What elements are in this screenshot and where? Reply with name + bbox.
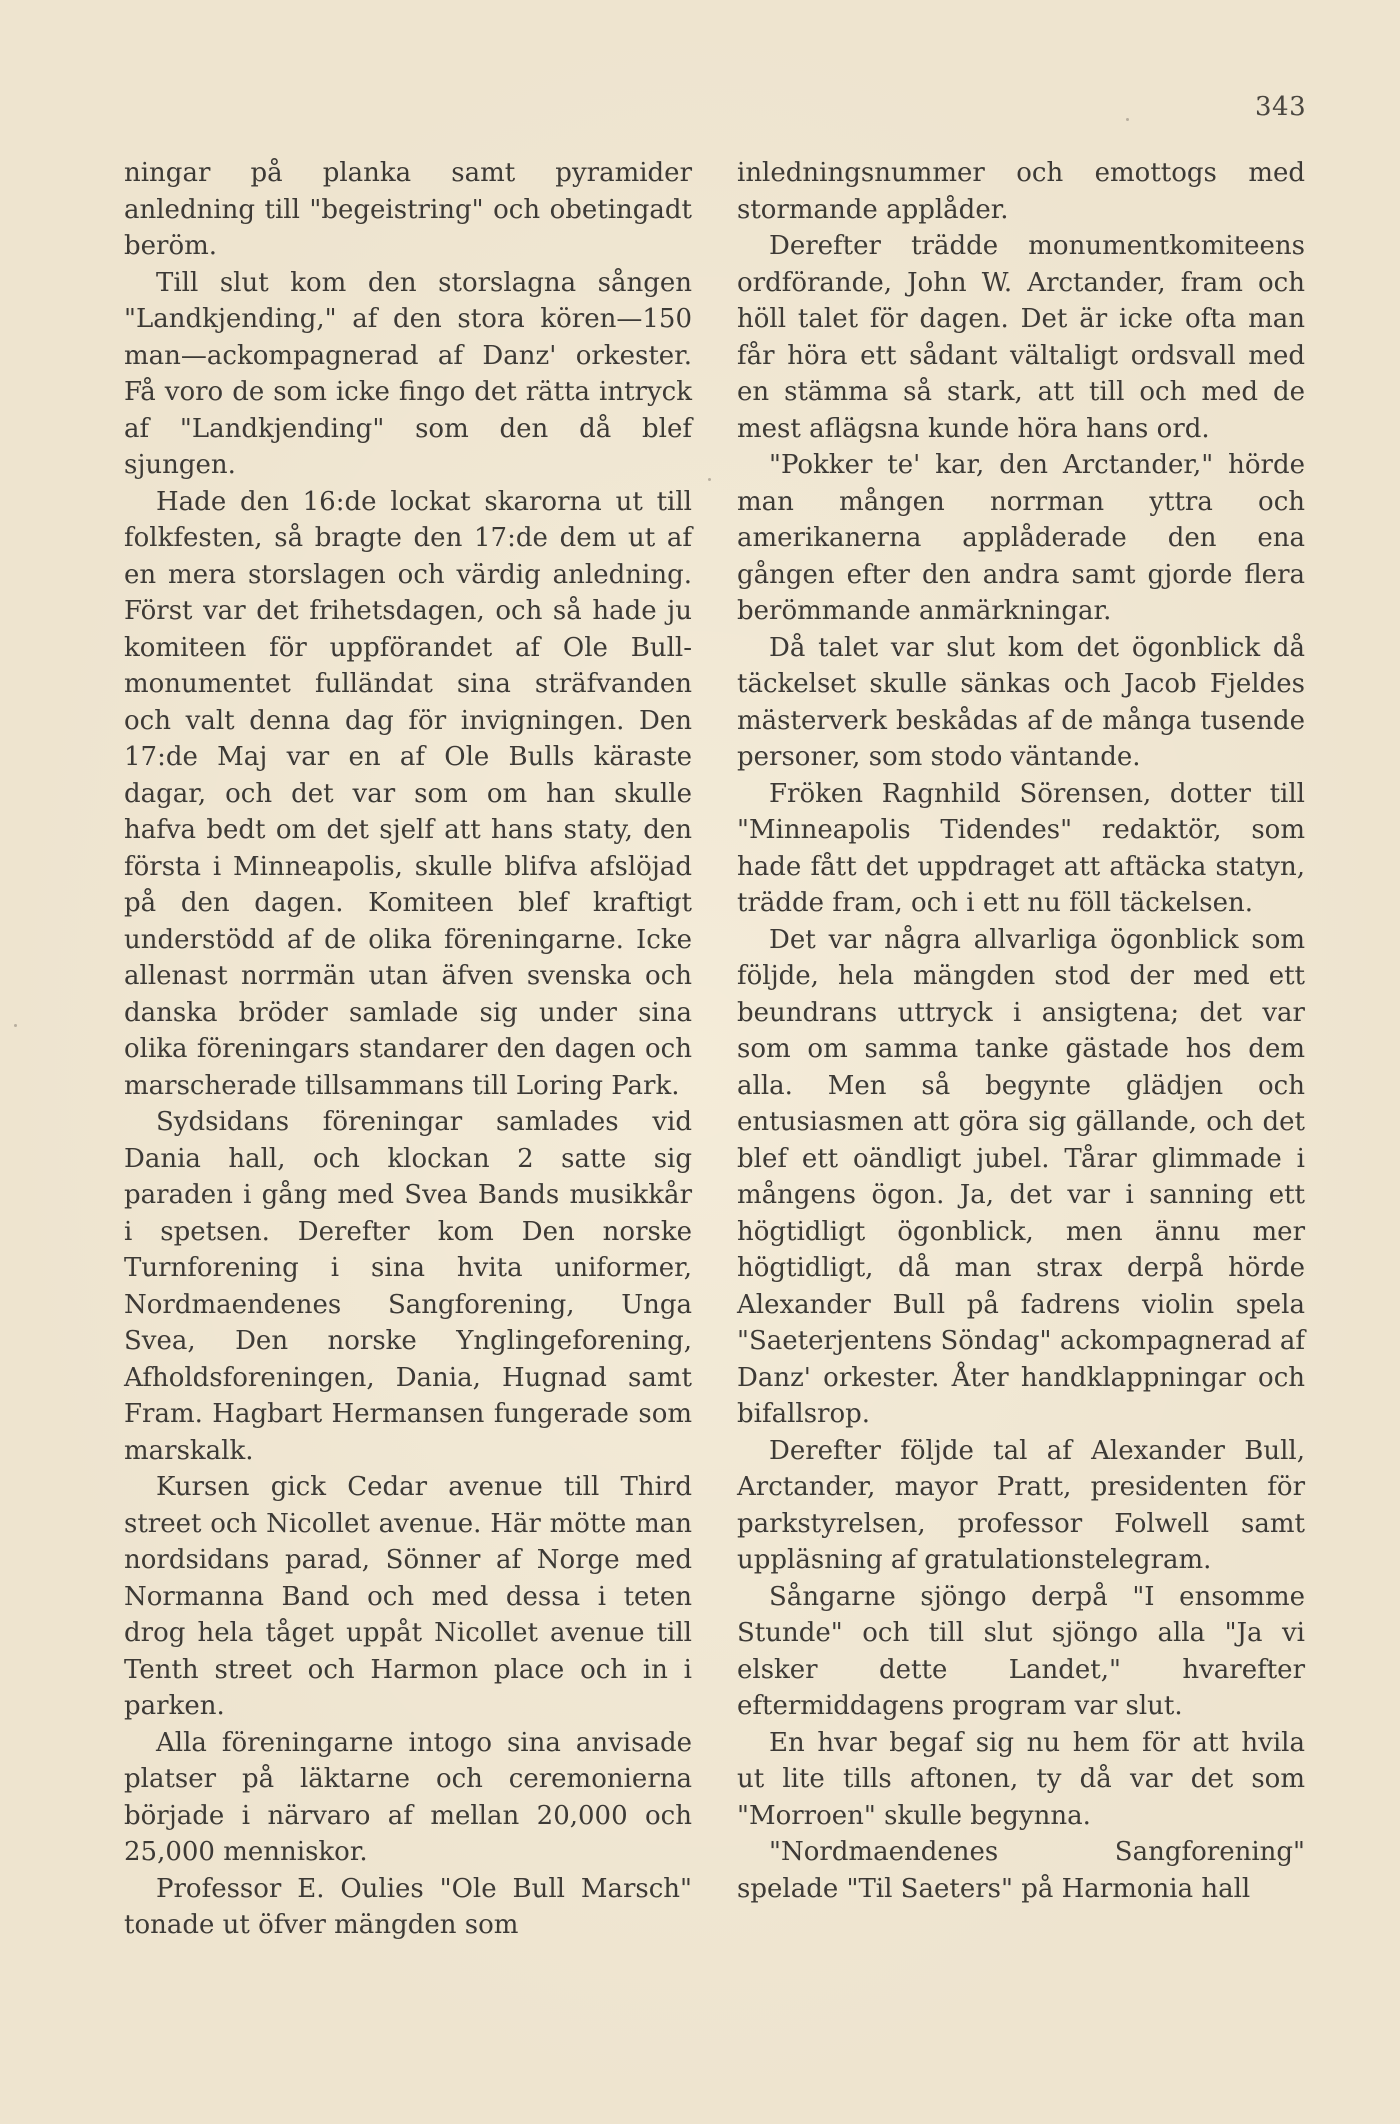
paper-speck: [14, 1024, 17, 1027]
paragraph: ningar på planka samt pyramider anledning till "begeistring" och obetingadt beröm.: [124, 158, 692, 261]
paragraph: Alla föreningarne intogo sina anvisade platser på läktarne och ceremonierna började i närvaro af mellan 20,000 och 25,000 menniskor.: [124, 1727, 692, 1867]
left-column: [124, 155, 692, 1944]
paragraph: Till slut kom den storslagna sången "Landkjending," af den stora kören—150 man—ackompagnerad af Danz' orkester. Få voro de som icke fingo det rätta intryck af "Landkjending" som den då blef sjungen.: [124, 267, 692, 480]
paper-speck: [708, 478, 711, 481]
page-number: 343: [1255, 92, 1307, 122]
paragraph: Fröken Ragnhild Sörensen, dotter till "Minneapolis Tidendes" redaktör, som hade fått det uppdraget att aftäcka statyn, trädde fram, och i ett nu föll täckelsen.: [737, 778, 1305, 918]
paragraph: Då talet var slut kom det ögonblick då täckelset skulle sänkas och Jacob Fjeldes mästerverk beskådas af de många tusende personer, som stodo väntande.: [737, 632, 1305, 772]
paragraph: En hvar begaf sig nu hem för att hvila ut lite tills aftonen, ty då var det som "Morroen" skulle begynna.: [737, 1727, 1305, 1831]
paragraph: Sångarne sjöngo derpå "I ensomme Stunde" och till slut sjöngo alla "Ja vi elsker dette Landet," hvarefter eftermiddagens program var slut.: [737, 1581, 1305, 1721]
paragraph: "Nordmaendenes Sangforening" spelade "Til Saeters" på Harmonia hall: [737, 1837, 1305, 1904]
paragraph: Hade den 16:de lockat skarorna ut till folkfesten, så bragte den 17:de dem ut af en mera storslagen och värdig anledning. Först var det frihetsdagen, och så hade ju komiteen för uppförandet af Ole Bull-monumentet fulländat sina sträfvanden och valt denna dag för invigningen. Den 17:de Maj var en af Ole Bulls käraste dagar, och det var som om han skulle hafva bedt om det sjelf att hans staty, den första i Minneapolis, skulle blifva afslöjad på den dagen. Komiteen blef kraftigt understödd af de olika föreningarne. Icke allenast norrmän utan äfven svenska och danska bröder samlade sig under sina olika föreningars standarer den dagen och marscherade tillsammans till Loring Park.: [124, 486, 692, 1101]
paragraph: Sydsidans föreningar samlades vid Dania hall, och klockan 2 satte sig paraden i gång med Svea Bands musikkår i spetsen. Derefter kom Den norske Turnforening i sina hvita uniformer, Nordmaendenes Sangforening, Unga Svea, Den norske Ynglingeforening, Afholdsforeningen, Dania, Hugnad samt Fram. Hagbart Hermansen fungerade som marskalk.: [124, 1107, 692, 1466]
paragraph: inledningsnummer och emottogs med stormande applåder.: [737, 158, 1305, 225]
paragraph: Professor E. Oulies "Ole Bull Marsch" tonade ut öfver mängden som: [124, 1873, 692, 1940]
paper-speck: [1126, 118, 1129, 121]
right-column: [737, 155, 1305, 1907]
paragraph: Det var några allvarliga ögonblick som följde, hela mängden stod der med ett beundrans uttryck i ansigtena; det var som om samma tanke gästade hos dem alla. Men så begynte glädjen och entusiasmen att göra sig gällande, och det blef ett oändligt jubel. Tårar glimmade i mångens ögon. Ja, det var i sanning ett högtidligt ögonblick, men ännu mer högtidligt, då man strax derpå hörde Alexander Bull på fadrens violin spela "Saeterjentens Söndag" ackompagnerad af Danz' orkester. Åter handklappningar och bifallsrop.: [737, 924, 1305, 1429]
paragraph: "Pokker te' kar, den Arctander," hörde man mången norrman yttra och amerikanerna applåderade den ena gången efter den andra samt gjorde flera berömmande anmärkningar.: [737, 450, 1305, 626]
paragraph: Derefter följde tal af Alexander Bull, Arctander, mayor Pratt, presidenten för parkstyrelsen, professor Folwell samt uppläsning af gratulationstelegram.: [737, 1435, 1305, 1575]
paragraph: Derefter trädde monumentkomiteens ordförande, John W. Arctander, fram och höll talet för dagen. Det är icke ofta man får höra ett sådant vältaligt ordsvall med en stämma så stark, att till och med de mest aflägsna kunde höra hans ord.: [737, 231, 1305, 444]
paragraph: Kursen gick Cedar avenue till Third street och Nicollet avenue. Här mötte man nordsidans parad, Sönner af Norge med Normanna Band och med dessa i teten drog hela tåget uppåt Nicollet avenue till Tenth street och Harmon place och in i parken.: [124, 1472, 692, 1721]
